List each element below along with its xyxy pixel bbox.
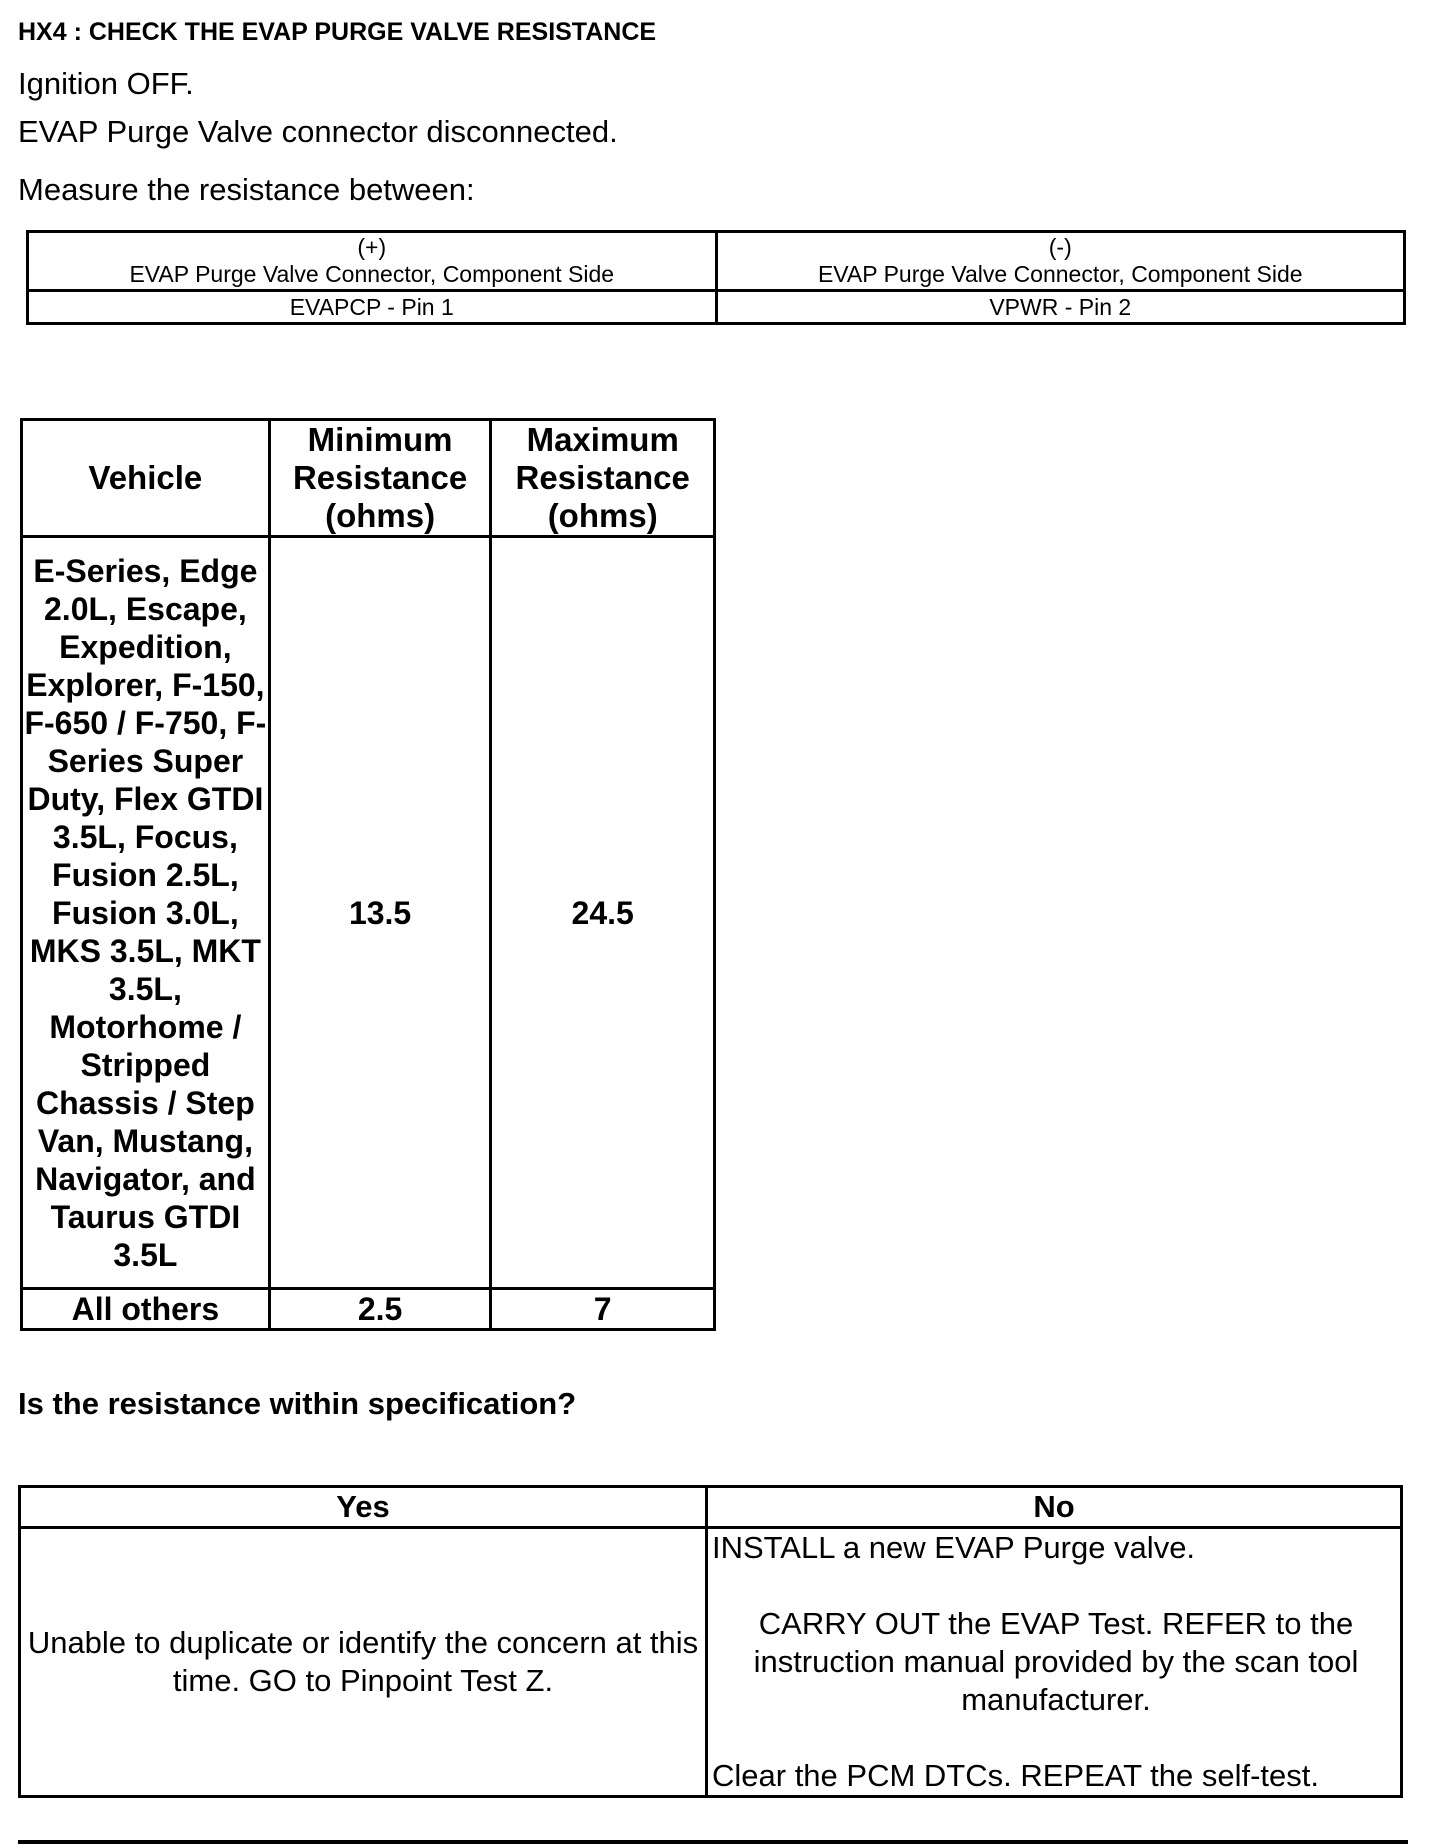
no-step-evap-test: CARRY OUT the EVAP Test. REFER to the instruction manual provided by the scan tool manufacturer. (753, 1606, 1359, 1717)
positive-connector-label: EVAP Purge Valve Connector, Component Side (129, 261, 615, 287)
negative-terminal-header (716, 232, 1405, 291)
negative-sign: (-) (1048, 234, 1072, 260)
pins-table (26, 230, 1406, 325)
maximum-column-header: Maximum Resistance (ohms) (491, 420, 715, 537)
minimum-column-header: Minimum Resistance (ohms) (269, 420, 491, 537)
minimum-others-cell: 2.5 (269, 1289, 491, 1330)
negative-pin: VPWR - Pin 2 (716, 291, 1405, 324)
no-header: No (707, 1487, 1402, 1528)
table-row (22, 1289, 715, 1330)
vehicle-list-cell: E-Series, Edge 2.0L, Escape, Expedition, Explorer, F-150, F-650 / F-750, F-Series Super Duty, Flex GTDI 3.5L, Focus, Fusion 2.5L, Fusion 3.0L, MKS 3.5L, MKT 3.5L, Motorhome / Stripped Chassis / Step Van, Mustang, Navigator, and Taurus GTDI 3.5L (22, 537, 270, 1289)
minimum-value-cell: 13.5 (269, 537, 491, 1289)
table-row (22, 537, 715, 1289)
page-title: HX4 : CHECK THE EVAP PURGE VALVE RESISTANCE (18, 18, 657, 46)
positive-terminal-header (28, 232, 717, 291)
positive-sign: (+) (357, 234, 387, 260)
negative-connector-label: EVAP Purge Valve Connector, Component Side (817, 261, 1303, 287)
instruction-connector: EVAP Purge Valve connector disconnected. (18, 114, 618, 149)
positive-pin: EVAPCP - Pin 1 (28, 291, 717, 324)
vehicle-others-cell: All others (22, 1289, 270, 1330)
spec-question: Is the resistance within specification? (18, 1386, 577, 1421)
yes-action-cell: Unable to duplicate or identify the concern at this time. GO to Pinpoint Test Z. (20, 1528, 707, 1797)
no-step-install: INSTALL a new EVAP Purge valve. (712, 1530, 1196, 1565)
yes-header: Yes (20, 1487, 707, 1528)
instruction-measure: Measure the resistance between: (18, 172, 475, 207)
decision-table (18, 1485, 1403, 1798)
maximum-others-cell: 7 (491, 1289, 715, 1330)
instruction-ignition: Ignition OFF. (18, 66, 194, 101)
no-step-clear-dtcs: Clear the PCM DTCs. REPEAT the self-test. (712, 1758, 1319, 1793)
bottom-divider (18, 1840, 1408, 1844)
resistance-table (20, 418, 716, 1331)
maximum-value-cell: 24.5 (491, 537, 715, 1289)
vehicle-column-header: Vehicle (22, 420, 270, 537)
no-action-cell (707, 1528, 1402, 1797)
